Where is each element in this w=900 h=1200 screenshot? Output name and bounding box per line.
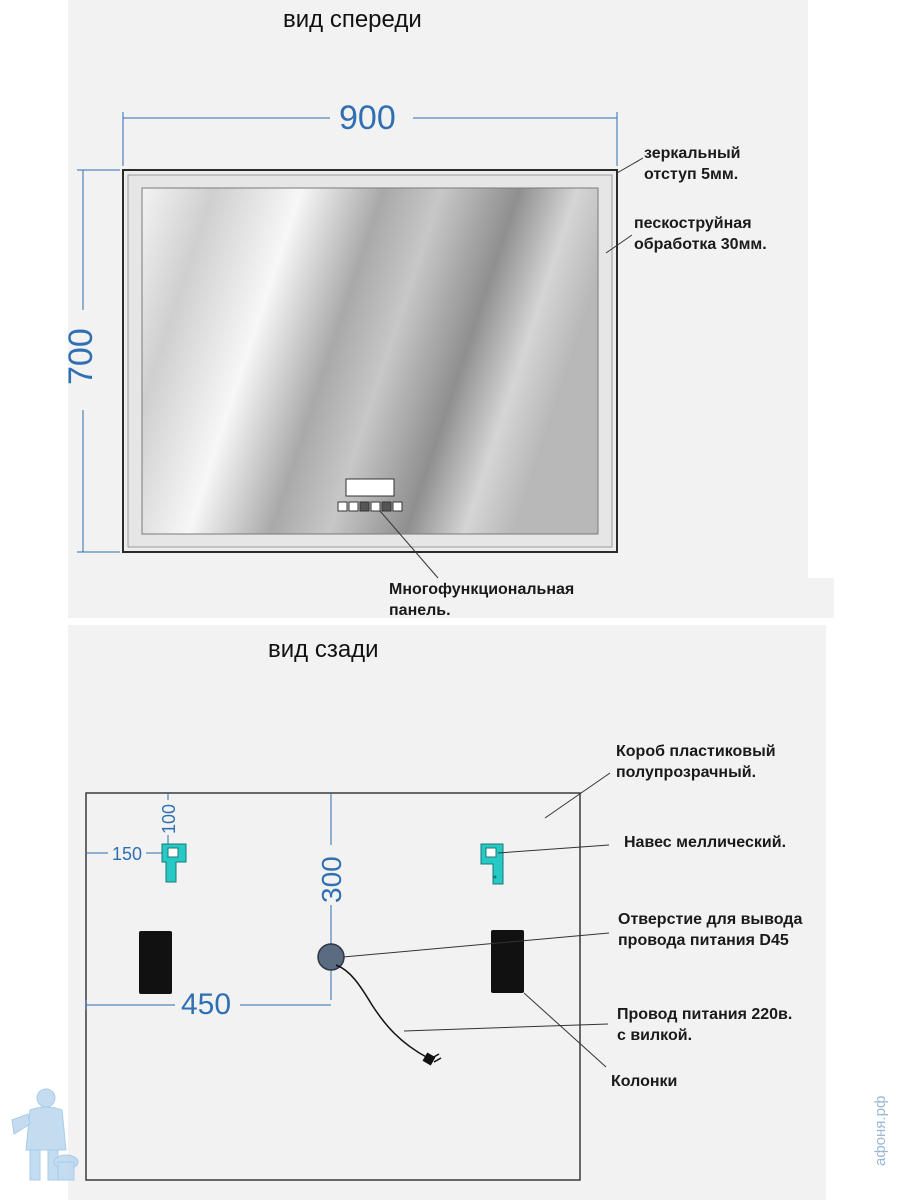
hole-note-line-2: провода питания D45: [618, 932, 789, 949]
sandblast-line-1: пескоструйная: [634, 215, 752, 232]
mirror-offset-note: [644, 143, 740, 185]
panel-button: [382, 502, 391, 511]
sandblast-note: [634, 213, 767, 255]
mirror-offset-line-1: зеркальный: [644, 145, 741, 162]
panel-button: [393, 502, 402, 511]
mascot-watermark-icon: [12, 1089, 78, 1180]
back-view-title: вид сзади: [268, 636, 379, 663]
plastic-box-note: [616, 741, 776, 783]
multifunction-panel-note: [389, 579, 574, 621]
width-dimension-label: 900: [339, 99, 396, 137]
dimension-100-label: 100: [159, 803, 179, 834]
height-dimension-label: 700: [62, 328, 100, 385]
front-view-title: вид спереди: [283, 6, 422, 33]
panel-note-line-1: Многофункциональная: [389, 581, 575, 598]
speakers-note: Колонки: [611, 1073, 678, 1090]
dimension-450-label: 450: [181, 988, 232, 1021]
cable-note-line-2: с вилкой.: [617, 1027, 693, 1044]
box-note-line-2: полупрозрачный.: [616, 764, 757, 781]
hanger-note: Навес меллический.: [624, 834, 787, 851]
dimension-300-label: 300: [316, 856, 347, 903]
panel-button: [338, 502, 347, 511]
panel-note-line-2: панель.: [389, 602, 451, 619]
speaker-right: [491, 930, 524, 993]
site-watermark: афоня.рф: [872, 1095, 889, 1166]
hole-note-line-1: Отверстие для вывода: [618, 911, 803, 928]
panel-button: [360, 502, 369, 511]
mirror-offset-line-2: отступ 5мм.: [644, 166, 739, 183]
speaker-left: [139, 931, 172, 994]
power-cable-note: [617, 1004, 792, 1046]
power-hole-note: [618, 909, 802, 951]
sandblast-line-2: обработка 30мм.: [634, 236, 767, 253]
box-note-line-1: Короб пластиковый: [616, 743, 776, 760]
cable-note-line-1: Провод питания 220в.: [617, 1006, 793, 1023]
panel-button: [371, 502, 380, 511]
panel-button: [349, 502, 358, 511]
panel-display: [346, 479, 394, 496]
dimension-150-label: 150: [112, 844, 143, 864]
